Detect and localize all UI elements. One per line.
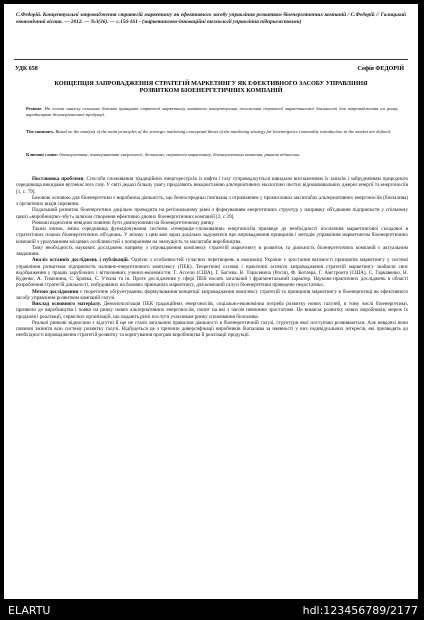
keywords-text: біоенергетика, альтернативні енергоносії, біопаливо, стратегія маркетингу, біоенергетична компанія, ринкові відносини. — [59, 152, 301, 157]
paragraph-text: є теоретичне обґрунтування, формулювання концепції запровадження комплексу стратегій та принципів маркетингу в біоенергетиці як ефективного засобу управління розвитком компаній галузі. — [16, 288, 408, 301]
paragraph: Реальні ринкові відносини є відсутні й ще не стали загальним правилом діяльності в біоенергетичній галузі, структури якої поступово розвиваються. Але невдовзі вони повинні змінити всю систему розвитку галузі. Відбудеться це з причини диверсифікації виробників біопалива за наявності у них індивідуальних інтересів, які призводять до необхідності впровадження стратегій розвитку та коригування програм виробництва й реалізації продукції. — [16, 319, 408, 339]
paragraph: Тому необхідність наукових досліджень напряму з упровадження комплексу стратегій маркетингу в розвиток та діяльність біоенергетичних компаній є актуальним завданням. — [16, 244, 408, 257]
author-name: Софія ФЕДОРІЙ — [357, 66, 404, 72]
paragraph — [16, 257, 408, 288]
abstract-uk-label: Резюме. — [26, 106, 43, 111]
article-body — [16, 176, 408, 339]
keywords — [26, 152, 398, 158]
abstract-en — [26, 129, 398, 135]
paragraph-text: Демонополізація ПЕК традиційних енергоносіїв, соціально-економічна потреба розвитку нових галузей, в тому числі біоенергетики, призвели до виробництва і появи на ринку нових альтернативних енергоносіїв, попит на які з часом невпинно зростатиме. Це вимагає розвитку нових виробників, мереж їх продажів і реалізації, сервісних організацій, що надають різні послуги учасникам ринку споживання біопалива. — [16, 301, 409, 320]
paragraph: Подальший розвиток біоенергетики доцільно проводити на регіональному рівні з формуванням енергетичних структур у напрямку об'єднання підприємств у спільному циклі «виробництво–збут» шляхом створення ефективно діючих біоенергетичних компаній [2, с.39]. — [16, 207, 408, 220]
paragraph: Базовою основою для біоенергетики є виробнича діяльність, що безпосередньо пов'язана з отриманням у промислових масштабах альтернативних енергоносіїв (біопалива) з органічних видів сировини. — [16, 194, 408, 207]
paragraph: Ринкові відносини невідомі повинні бути домінуючими на біоенергетичному ринку. — [32, 219, 215, 226]
paragraph — [16, 289, 408, 302]
paragraph-text: Однією з особливостей сучасних перетворень в економіці України є зростання вагомості принципів маркетингу у системі управління розвитком підприємств паливно-енергетичного комплексу (ПЕК). Теоретичні основи і практичні аспекти запровадження стратегій маркетингу знайшли своє відображення у працях зарубіжних і вітчизняних учених-економістів: Г. Ассели (США), Г. Багієва, В. Тарасевича (Росія), Ф. Котлера, Г. Амстронга (США), С. Гаркавенко, Н. Куденко, А. Тимонина, С. Бровка, С. Уткіна та ін. Проте дослідження у сфері ПЕК носять загальний і фрагментальний характер. Науково-практичних досліджень в області розроблення стратегій діяльності, побудованих на базових принципах маркетингу, для компаній галузі біоенергетики проведено недостатньо. — [16, 257, 409, 289]
abstract-uk-text: На основі аналізу основних базових принципів стратегії маркетингу визначено концептуальні положення стратегії маркетингової діяльності для запровадження на ринку виробництва біоенергетичної продукції. — [26, 106, 398, 117]
section-heading: Постановка проблеми — [32, 176, 84, 182]
document-page — [4, 4, 418, 599]
article-title: КОНЦЕПЦІЯ ЗАПРОВАДЖЕННЯ СТРАТЕГІЙ МАРКЕТИНГУ ЯК ЕФЕКТИВНОГО ЗАСОБУ УПРАВЛІННЯ РОЗВИТКОМ БІОЕНЕРГЕТИЧНИХ КОМПАНІЙ — [54, 80, 368, 95]
citation-header: С.Федорій. Концептуальні запровадження стратегій маркетингу як ефективного засобу управління розвитком біоенергетичних компаній / С.Федорій // Галицький економічний вісник. — 2012. — №3(36). — с.156-161 - (маркетингово-інноваційні технології управління підприємствами) — [16, 12, 406, 25]
udk-code: УДК 658 — [15, 66, 38, 72]
paragraph — [16, 176, 408, 195]
abstract-en-text: Based on the analysis of the main principles of the strategic marketing conceptual thesis of the marketing strategy for bioenergetics commodity introduction in the market are defined. — [55, 129, 391, 134]
paragraph — [16, 301, 408, 320]
header-rule — [14, 59, 408, 60]
footer-handle-link[interactable]: hdl:123456789/2177 — [302, 604, 418, 617]
section-heading: Аналіз останніх досліджень і публікацій. — [32, 257, 130, 264]
section-heading: Виклад основного матеріалу. — [32, 301, 102, 307]
abstract-uk — [26, 106, 398, 117]
footer-repository-label: ELARTU — [8, 604, 51, 617]
keywords-label: Ключові слова: — [26, 152, 59, 157]
section-heading: Метою дослідження — [32, 288, 79, 295]
footer-bar — [0, 600, 424, 620]
paragraph-text: . Способи споживання традиційних енергоресурсів із нафти і газу супроводжується швидким виснаженням їх запасів і забрудненням природного середовища викидами вуглекислого газу. У світі дедалі більшу увагу приділяють використанню альтернативних екологічно чистих відновлювальних джерел енергії та енергоносіїв [1, с. 79]. — [16, 176, 408, 195]
abstract-en-label: The summary. — [26, 129, 55, 134]
paragraph: Таким чином, зміна середовища функціонування системи «генерація–споживання» енергоносіїв призведе до необхідності посилення маркетингової складової в стратегічних планах біоенергетичних об'єднань. У зв'язку з цим вже зараз доцільно задуматися про впровадження принципів і методів управління маркетингом біоенергетичних компаній з урахуванням місцевих особливостей з попиранням на значущість та масштаби виробництва. — [16, 226, 408, 245]
